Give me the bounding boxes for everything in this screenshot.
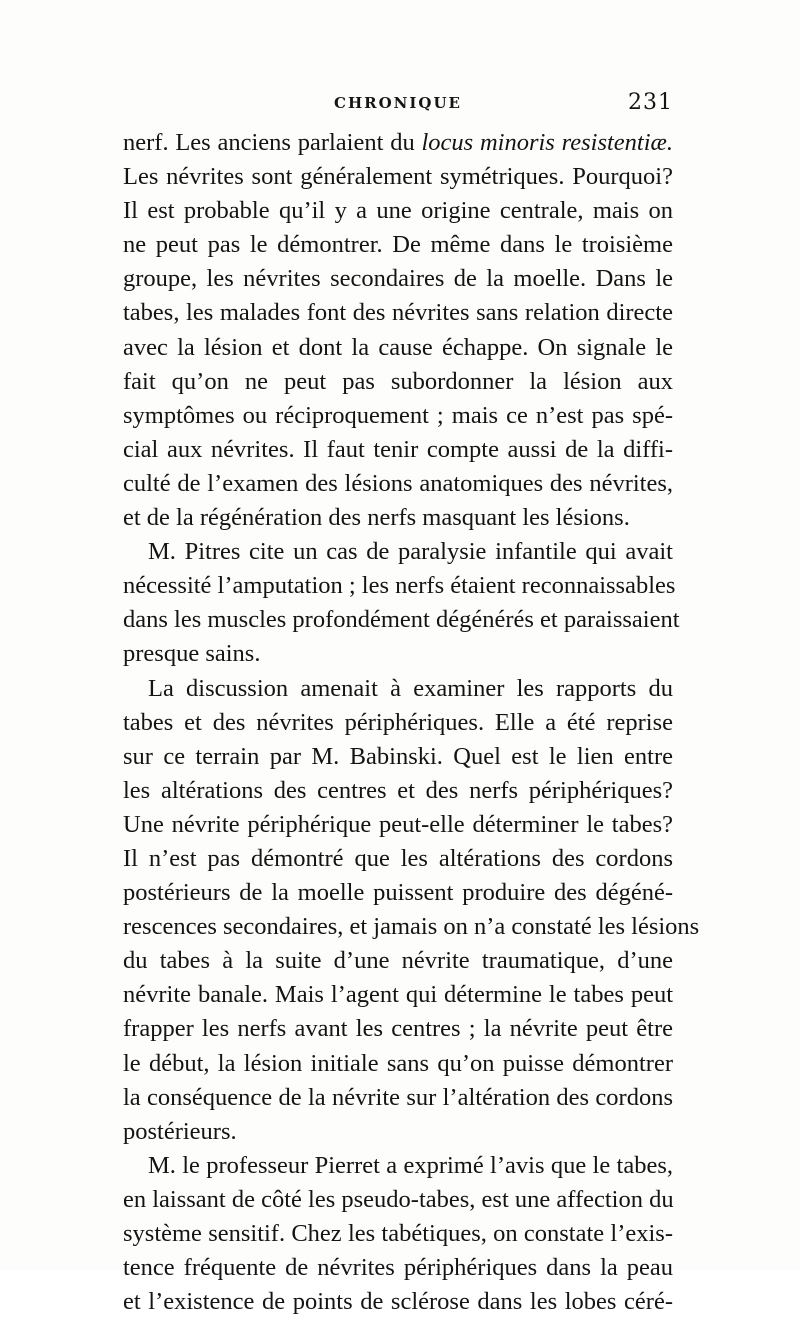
paragraph (123, 126, 673, 535)
text-line (123, 740, 673, 774)
text-line (123, 160, 673, 194)
text-line (123, 944, 673, 978)
line-text: Les névrites sont généralement symétriques. Pourquoi? (123, 163, 673, 191)
text-line (123, 399, 673, 433)
running-head (123, 92, 673, 120)
line-text: Une névrite périphérique peut-elle déterminer le tabes? (123, 810, 673, 838)
line-text: culté de l’examen des lésions anatomiques des névrites, (123, 469, 673, 497)
line-text: tence fréquente de névrites périphériques dans la peau (123, 1254, 673, 1282)
line-text: sur ce terrain par M. Babinski. Quel est le lien entre (123, 742, 673, 770)
text-line (123, 1149, 673, 1183)
text-line (123, 842, 673, 876)
line-text: la conséquence de la névrite sur l’altération des cordons (123, 1083, 673, 1111)
paragraph (123, 1149, 673, 1319)
paragraph (123, 672, 700, 1149)
paragraph (123, 535, 680, 671)
text-line (123, 365, 673, 399)
text-line (123, 433, 673, 467)
line-text: avec la lésion et dont la cause échappe. On signale le (123, 333, 673, 361)
line-text: symptômes ou réciproquement ; mais ce n’est pas spé- (123, 401, 673, 429)
line-text: le début, la lésion initiale sans qu’on puisse démontrer (123, 1049, 673, 1077)
text-line (123, 876, 673, 910)
text-line (123, 1047, 673, 1081)
line-text: frapper les nerfs avant les centres ; la névrite peut être (123, 1015, 673, 1043)
line-text: Il n’est pas démontré que les altérations des cordons (123, 844, 673, 872)
text-line (123, 1115, 673, 1149)
text-line (123, 774, 673, 808)
text-line (123, 331, 673, 365)
text-line (123, 296, 673, 330)
line-text: nerf. Les anciens parlaient du (123, 129, 422, 156)
text-line (123, 1251, 673, 1285)
text-line (123, 672, 673, 706)
line-text: du tabes à la suite d’une névrite traumatique, d’une (123, 947, 673, 975)
line-text: postérieurs. (123, 1117, 237, 1145)
line-text: rescences secondaires, et jamais on n’a constaté les lésions (123, 913, 700, 941)
line-text: système sensitif. Chez les tabétiques, on constate l’exis- (123, 1220, 673, 1247)
line-text: les altérations des centres et des nerfs périphériques? (123, 776, 673, 804)
line-text: et l’existence de points de sclérose dans les lobes céré- (123, 1288, 673, 1316)
line-text: groupe, les névrites secondaires de la moelle. Dans le (123, 265, 673, 293)
text-line (123, 978, 673, 1012)
text-line (123, 706, 673, 740)
text-line (123, 637, 673, 671)
line-text: névrite banale. Mais l’agent qui détermine le tabes peut (123, 981, 673, 1009)
line-text: et de la régénération des nerfs masquant les lésions. (123, 504, 630, 532)
line-text: ne peut pas le démontrer. De même dans le troisième (123, 231, 673, 259)
text-line (123, 1183, 673, 1217)
line-text: nécessité l’amputation ; les nerfs étaient reconnaissables (123, 572, 676, 600)
line-text: M. Pitres cite un cas de paralysie infantile qui avait (148, 538, 673, 566)
body-text (123, 126, 700, 1319)
running-title: CHRONIQUE (334, 94, 462, 112)
text-line (123, 501, 673, 535)
text-line (123, 467, 673, 501)
text-line (123, 910, 700, 944)
line-text: presque sains. (123, 640, 261, 668)
text-line (123, 1081, 673, 1115)
text-line (123, 535, 673, 569)
text-line (123, 228, 673, 262)
text-line (123, 1012, 673, 1046)
line-text: tabes et des névrites périphériques. Elle a été reprise (123, 708, 673, 736)
text-line (123, 569, 676, 603)
line-text: postérieurs de la moelle puissent produire des dégéné- (123, 879, 673, 907)
text-line (123, 194, 673, 228)
text-line (123, 808, 673, 842)
text-line (123, 603, 680, 637)
text-line (123, 262, 673, 296)
line-text: dans les muscles profondément dégénérés et paraissaient (123, 606, 680, 634)
page-number: 231 (628, 90, 673, 115)
line-text: M. le professeur Pierret a exprimé l’avis que le tabes, (148, 1151, 673, 1179)
italic-phrase: locus minoris resistentiæ. (421, 129, 673, 156)
line-text: en laissant de côté les pseudo-tabes, est une affection du (123, 1185, 674, 1213)
line-text: La discussion amenait à examiner les rapports du (148, 674, 673, 702)
text-line (123, 1217, 673, 1251)
line-text: Il est probable qu’il y a une origine centrale, mais on (123, 197, 673, 225)
line-text: cial aux névrites. Il faut tenir compte aussi de la diffi- (123, 435, 673, 463)
line-text: fait qu’on ne peut pas subordonner la lésion aux (123, 367, 673, 395)
text-line (123, 1285, 673, 1319)
line-text: tabes, les malades font des névrites sans relation directe (123, 299, 673, 327)
text-line (123, 126, 673, 160)
